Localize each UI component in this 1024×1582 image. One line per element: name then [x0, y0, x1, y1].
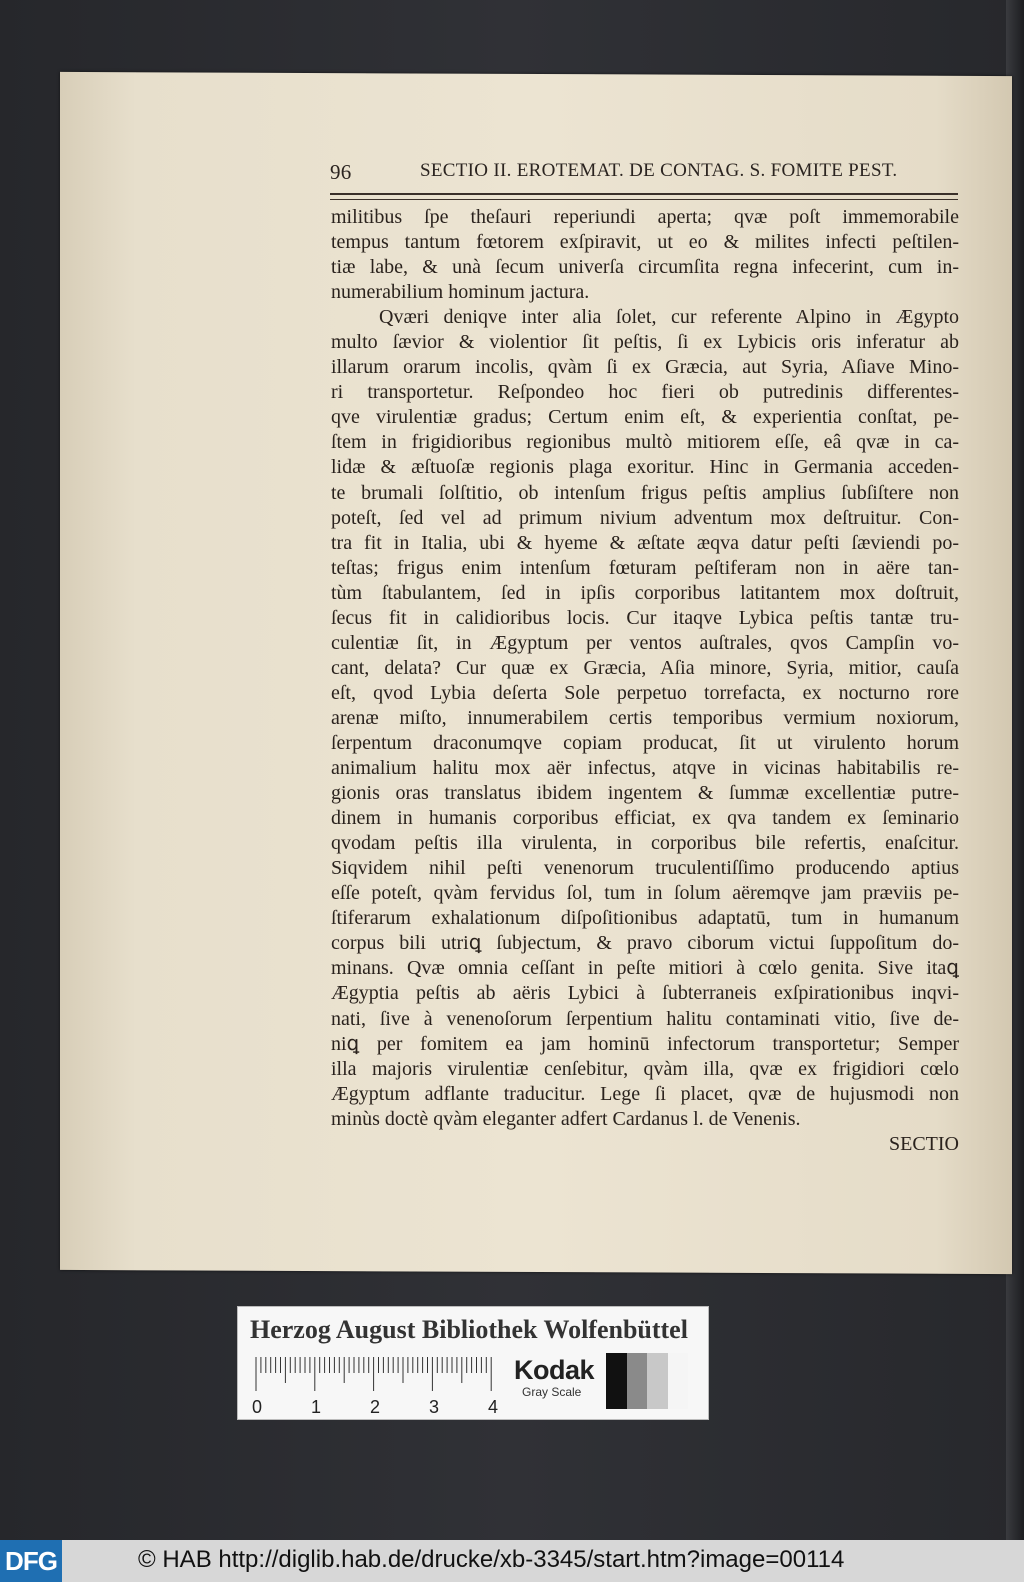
footer-bar — [0, 1540, 1024, 1582]
running-head: SECTIO II. EROTEMAT. DE CONTAG. S. FOMITE PEST. — [420, 160, 898, 181]
library-name: Herzog August Bibliothek Wolfenbüttel — [250, 1315, 688, 1344]
text-line: illarum orarum incolis, qvàm ſi ex Græcia, aut Syria, Aſiave Mino- — [331, 356, 959, 379]
text-line: numerabilium hominum jactura. — [331, 281, 590, 304]
text-line: cant, delata? Cur quæ ex Græcia, Aſia minore, Syria, mitior, cauſa — [331, 656, 959, 679]
text-line: qvodam peſtis illa virulenta, in corporibus bile refertis, enaſcitur. — [331, 832, 959, 855]
text-line: culentiæ ſit, in Ægyptum per ventos auſtrales, qvos Campſin vo- — [331, 631, 959, 654]
text-line: Siqvidem nihil peſti venenorum truculentiſſimo producendo aptius — [331, 857, 959, 880]
ruler-number: 0 — [252, 1397, 263, 1417]
page-header — [330, 158, 960, 188]
text-line: tùm ſtabulantem, ſed in ipſis corporibus latitantem mox doſtruit, — [331, 581, 959, 604]
text-line: eſſe poteſt, qvàm fervidus ſol, tum in ſolum aëremqve jam præviis pe- — [331, 882, 959, 905]
text-line: tempus tantum fœtorem exſpiravit, ut eo & milites infecti peſtilen- — [331, 231, 959, 254]
text-line: arenæ miſto, innumerabilem certis temporibus vermium noxiorum, — [331, 706, 959, 729]
text-line: Ægyptum adflante traducitur. Lege ſi placet, qvæ de hujusmodi non — [331, 1082, 959, 1105]
text-line: Ægyptia peſtis ab aëris Lybici à ſubterraneis exſpirationibus inqvi- — [331, 982, 959, 1005]
gray-patch-dark — [627, 1353, 648, 1409]
text-line: animalium halitu mox aër infectus, atqve in vicinas habitabilis re- — [331, 757, 959, 780]
text-line: illa majoris virulentiæ cenſebitur, qvàm illa, qvæ ex frigidiori cœlo — [331, 1057, 959, 1080]
text-line: teſtas; frigus enim intenſum fœturam peſtiferam non in aëre tan- — [331, 556, 959, 579]
text-line: minans. Qvæ omnia ceſſant in peſte mitiori à cœlo genita. Sive itaꝗ — [331, 957, 959, 980]
gray-patch-mid — [647, 1353, 668, 1409]
ruler-number: 4 — [488, 1397, 499, 1417]
text-line: ſerpentum draconumqve copiam producat, ſit ut virulento horum — [331, 731, 959, 754]
catchword: SECTIO — [889, 1132, 959, 1155]
ruler-number: 1 — [311, 1397, 322, 1417]
dfg-logo: DFG — [0, 1540, 62, 1582]
gray-scale-patches — [606, 1353, 688, 1409]
text-line: qve virulentiæ gradus; Certum enim eſt, & experientia conſtat, pe- — [331, 406, 959, 429]
text-line: tra fit in Italia, ubi & hyeme & æſtate æqva datur peſti ſæviendi po- — [331, 531, 959, 554]
text-line: Qværi deniqve inter alia ſolet, cur referente Alpino in Ægypto — [379, 306, 959, 329]
ruler-scale — [254, 1357, 494, 1391]
text-line: multo ſævior & violentior ſit peſtis, ſi ex Lybicis oris inferatur ab — [331, 331, 959, 354]
text-line: niꝗ per fomitem ea jam hominū infectorum transportetur; Semper — [331, 1032, 959, 1055]
text-line: ri transportetur. Reſpondeo hoc fieri ob putredinis differentes- — [331, 381, 959, 404]
text-line: dinem in humanis corporibus efficiat, ex qva tandem ex ſeminario — [331, 807, 959, 830]
text-line: militibus ſpe theſauri reperiundi aperta; qvæ poſt immemorabile — [331, 206, 959, 228]
text-line: poteſt, ſed vel ad primum nivium adventum mox deſtruitur. Con- — [331, 506, 959, 529]
text-line: te brumali ſolſtitio, ob intenſum frigus peſtis amplius ſubſiſtere non — [331, 481, 959, 504]
body-text — [331, 205, 959, 1157]
color-scale-card — [237, 1306, 709, 1420]
text-line: corpus bili utriꝗ ſubjectum, & pravo ciborum victui ſuppoſitum do- — [331, 932, 959, 955]
text-line: eſt, qvod Lybia deſerta Sole perpetuo torrefacta, ex nocturno rore — [331, 681, 959, 704]
copyright-link[interactable]: © HAB http://diglib.hab.de/drucke/xb-3345/start.htm?image=00114 — [138, 1546, 845, 1573]
text-line: ſtiferarum exhalationum diſpoſitionibus adaptatū, tum in humanum — [331, 907, 959, 930]
ruler-number: 3 — [429, 1397, 440, 1417]
text-line: nati, ſive à venenoſorum ſerpentium halitu contaminati vitio, ſive de- — [331, 1007, 959, 1030]
gray-patch-black — [606, 1353, 627, 1409]
header-rule — [330, 193, 958, 200]
text-line: gionis oras translatus ibidem ingentem & ſummæ excellentiæ putre- — [331, 782, 959, 805]
ruler-number: 2 — [370, 1397, 381, 1417]
text-line: ſecus fit in calidioribus locis. Cur itaqve Lybica peſtis tantæ tru- — [331, 606, 959, 629]
kodak-logo: Kodak — [514, 1355, 595, 1385]
text-line: ſtem in frigidioribus regionibus multò mitiorem eſſe, eâ qvæ in ca- — [331, 431, 959, 454]
text-line: lidæ & æſtuoſæ regionis plaga exoritur. Hinc in Germania acceden- — [331, 456, 959, 479]
page-number: 96 — [330, 160, 352, 184]
kodak-gray-scale-label: Gray Scale — [522, 1385, 582, 1399]
text-line: tiæ labe, & unà ſecum univerſa circumſita regna infecerint, cum in- — [331, 256, 959, 279]
gray-patch-white — [668, 1353, 689, 1409]
text-line: minùs doctè qvàm eleganter adfert Cardanus l. de Venenis. — [331, 1107, 801, 1130]
ruler-numbers — [248, 1397, 508, 1417]
